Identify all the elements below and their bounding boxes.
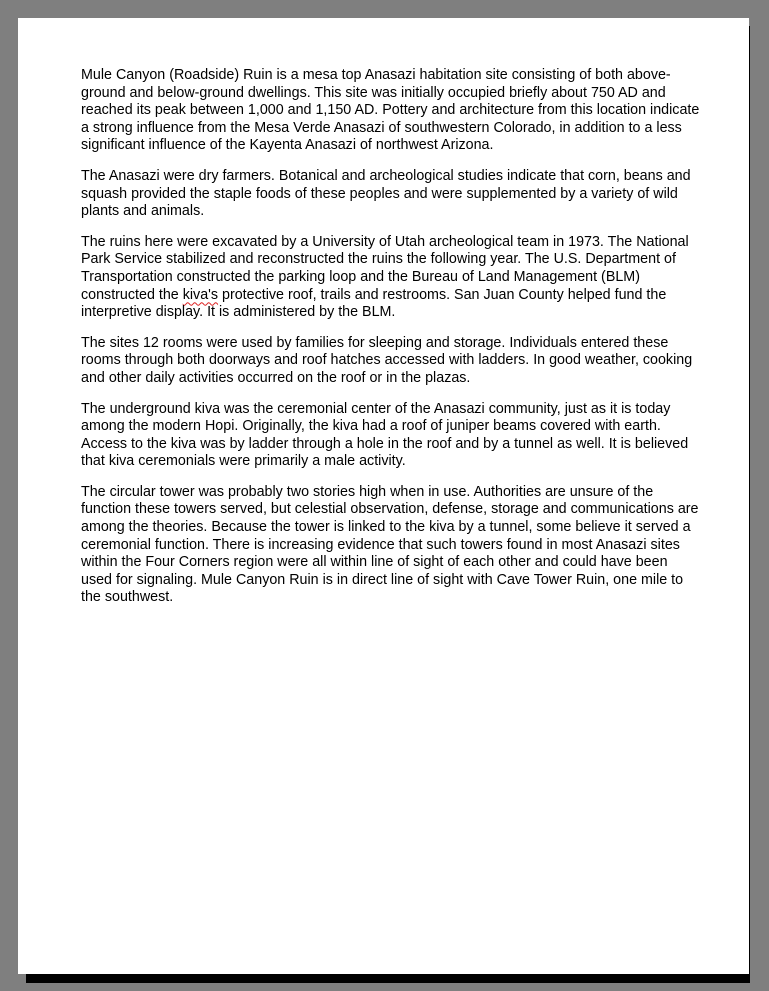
paragraph-rooms: The sites 12 rooms were used by families for sleeping and storage. Individuals entered these rooms through both doorways and roof hatches accessed with ladders. In good weather, cooking and other daily activities occurred on the roof or in the plazas. (81, 334, 693, 386)
spellcheck-flagged-word[interactable]: kiva's (182, 286, 219, 303)
excavation-text-start: The ruins here were excavated by a University of Utah archeological team in 1973. The National Park Service stabilized and reconstructed the ruins the following year. The U.S. Department of Transportation constructed the parking loop and the Bureau of Land Management (BLM) constructed the (81, 233, 689, 303)
document-page[interactable] (18, 18, 749, 974)
paragraph-dry-farmers: The Anasazi were dry farmers. Botanical and archeological studies indicate that corn, beans and squash provided the staple foods of these peoples and were supplemented by a variety of wild plants and animals. (81, 167, 691, 220)
paragraph-site-overview: Mule Canyon (Roadside) Ruin is a mesa top Anasazi habitation site consisting of both above-ground and below-ground dwellings. This site was initially occupied briefly about 750 AD and reached its peak between 1,000 and 1,150 AD. Pottery and architecture from this location indicate a strong influence from the Mesa Verde Anasazi of southwestern Colorado, in addition to a less significant influence of the Kayenta Anasazi of northwest Arizona. (81, 67, 700, 154)
paragraph-tower: The circular tower was probably two stories high when in use. Authorities are unsure of the function these towers served, but celestial observation, defense, storage and communications are among the theories. Because the tower is linked to the kiva by a tunnel, some believe it served a ceremonial function. There is increasing evidence that such towers found in most Anasazi sites within the Four Corners region were all within line of sight of each other and could have been used for signaling. Mule Canyon Ruin is in direct line of sight with Cave Tower Ruin, one mile to the southwest. (81, 483, 699, 606)
paragraph-kiva: The underground kiva was the ceremonial center of the Anasazi community, just as it is today among the modern Hopi. Originally, the kiva had a roof of juniper beams covered with earth. Access to the kiva was by ladder through a hole in the roof and by a tunnel as well. It is believed that kiva ceremonials were primarily a male activity. (81, 400, 689, 470)
excavation-text-end: protective roof, trails and restrooms. San Juan County helped fund the interpretive display. It is administered by the BLM. (81, 286, 667, 321)
document-body[interactable] (81, 67, 701, 620)
paragraph-excavation (81, 234, 701, 322)
